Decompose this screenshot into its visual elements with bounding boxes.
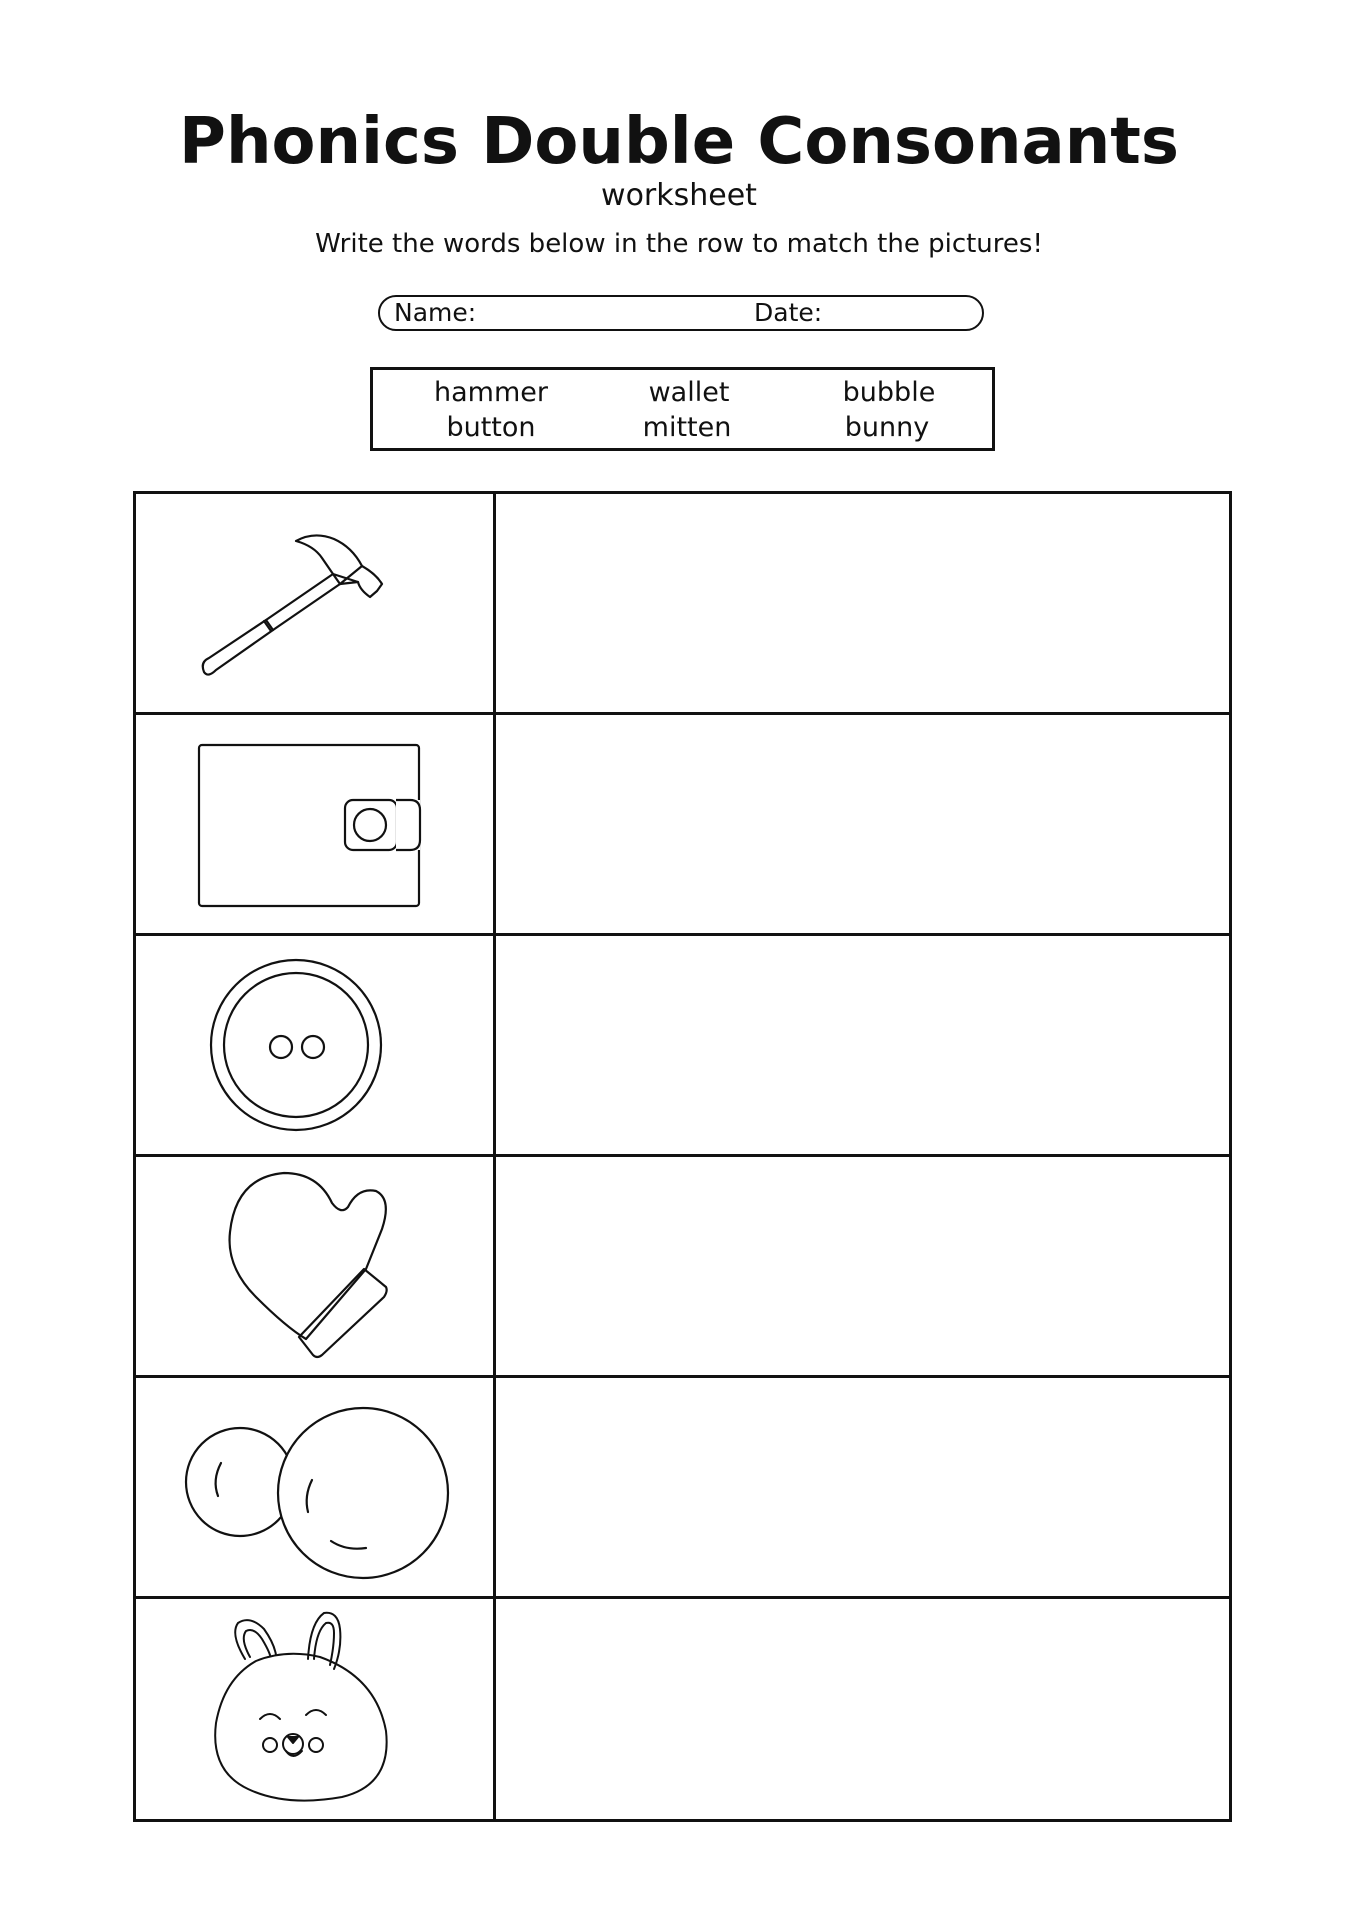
button-icon bbox=[136, 936, 493, 1154]
table-row bbox=[136, 715, 1229, 936]
picture-cell bbox=[136, 936, 496, 1154]
word-bank-word: button bbox=[446, 412, 536, 443]
worksheet-title: Phonics Double Consonants bbox=[179, 105, 1179, 179]
word-bank-word: wallet bbox=[648, 377, 730, 408]
name-date-bar bbox=[378, 295, 984, 331]
table-row bbox=[136, 1378, 1229, 1599]
worksheet-subtitle: worksheet bbox=[601, 178, 757, 213]
word-bank-word: bunny bbox=[844, 412, 930, 443]
mitten-icon bbox=[136, 1157, 493, 1375]
matching-table bbox=[133, 491, 1232, 1822]
table-row bbox=[136, 494, 1229, 715]
answer-cell[interactable] bbox=[496, 936, 1229, 1154]
answer-cell[interactable] bbox=[496, 1378, 1229, 1596]
answer-cell[interactable] bbox=[496, 1157, 1229, 1375]
word-bank-word: bubble bbox=[842, 377, 936, 408]
table-row bbox=[136, 1157, 1229, 1378]
bunny-icon bbox=[136, 1599, 493, 1817]
word-bank-word: mitten bbox=[642, 412, 732, 443]
hammer-icon bbox=[136, 494, 493, 712]
word-bank-word: hammer bbox=[434, 377, 548, 408]
picture-cell bbox=[136, 1157, 496, 1375]
name-label: Name: bbox=[394, 298, 477, 327]
table-row bbox=[136, 1599, 1229, 1820]
answer-cell[interactable] bbox=[496, 1599, 1229, 1820]
answer-cell[interactable] bbox=[496, 715, 1229, 933]
bubble-icon bbox=[136, 1378, 493, 1596]
picture-cell bbox=[136, 1378, 496, 1596]
instructions-text: Write the words below in the row to match the pictures! bbox=[315, 229, 1043, 259]
word-bank bbox=[370, 367, 995, 451]
table-row bbox=[136, 936, 1229, 1157]
answer-cell[interactable] bbox=[496, 494, 1229, 712]
picture-cell bbox=[136, 715, 496, 933]
picture-cell bbox=[136, 494, 496, 712]
picture-cell bbox=[136, 1599, 496, 1820]
wallet-icon bbox=[136, 715, 493, 933]
date-label: Date: bbox=[754, 298, 823, 327]
